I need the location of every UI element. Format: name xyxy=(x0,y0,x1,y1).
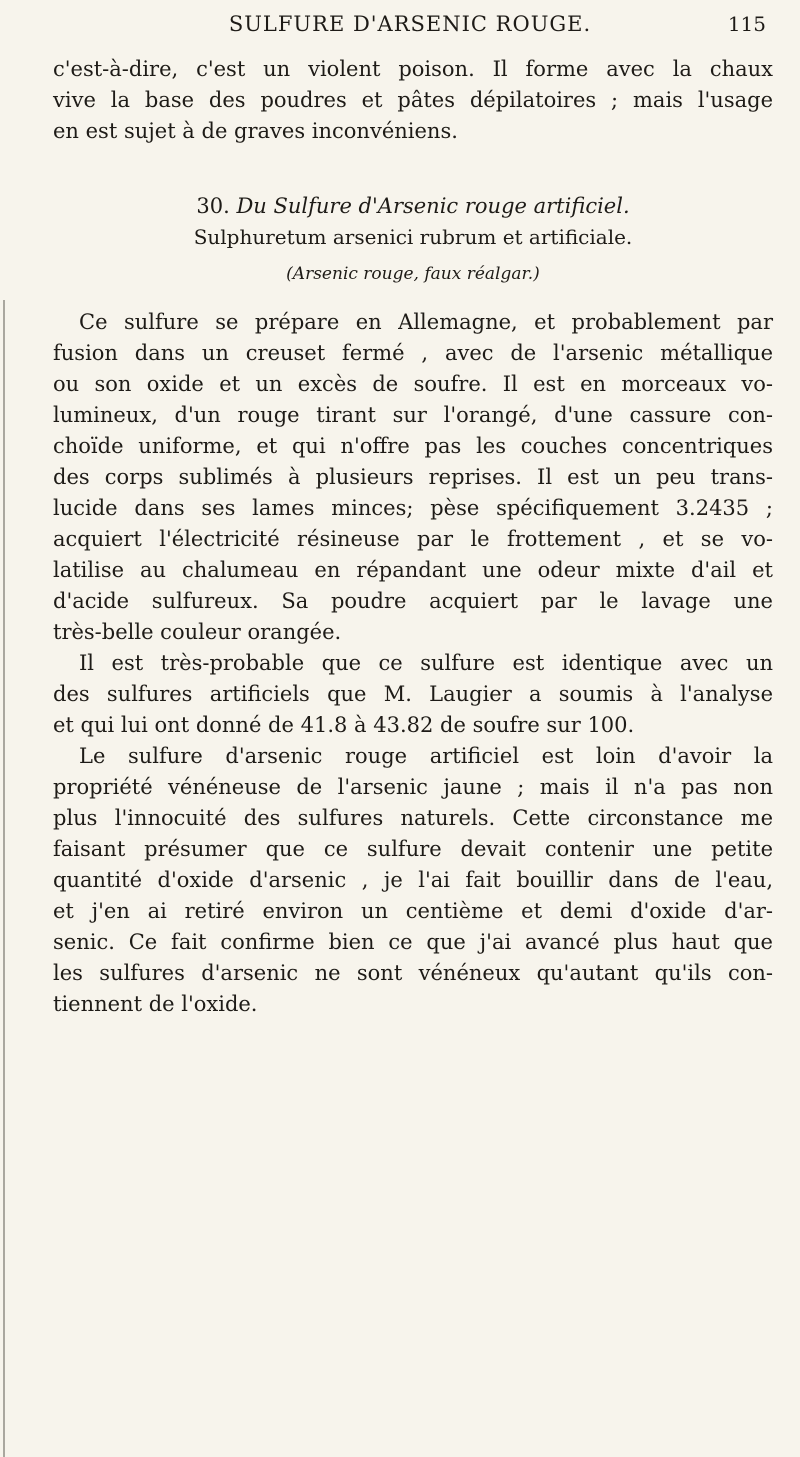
section-title: Du Sulfure d'Arsenic rouge artificiel. xyxy=(236,194,630,218)
text-line: des sulfures artificiels que M. Laugier a soumis à l'analyse xyxy=(53,682,773,706)
text-line: tiennent de l'oxide. xyxy=(53,992,258,1016)
text-line: vive la base des poudres et pâtes dépilatoires ; mais l'usage xyxy=(53,88,773,112)
text-line: les sulfures d'arsenic ne sont vénéneux qu'autant qu'ils con- xyxy=(53,961,773,985)
text-line: très-belle couleur orangée. xyxy=(53,620,342,644)
text-line: et j'en ai retiré environ un centième et demi d'oxide d'ar- xyxy=(53,899,773,923)
text-line: et qui lui ont donné de 41.8 à 43.82 de soufre sur 100. xyxy=(53,713,635,737)
text-line: plus l'innocuité des sulfures naturels. Cette circonstance me xyxy=(53,806,773,830)
text-line: choïde uniforme, et qui n'offre pas les couches concentriques xyxy=(53,434,773,458)
text-line: lucide dans ses lames minces; pèse spécifiquement 3.2435 ; xyxy=(53,496,773,520)
text-line: latilise au chalumeau en répandant une odeur mixte d'ail et xyxy=(53,558,773,582)
section-number: 30. xyxy=(196,194,230,218)
text-line: d'acide sulfureux. Sa poudre acquiert par le lavage une xyxy=(53,589,773,613)
synonyms: (Arsenic rouge, faux réalgar.) xyxy=(286,264,540,284)
page-number: 115 xyxy=(727,12,766,36)
latin-name: Sulphuretum arsenici rubrum et artificiale. xyxy=(193,225,633,249)
text-line: en est sujet à de graves inconvéniens. xyxy=(53,119,458,143)
main-text xyxy=(53,307,773,1020)
text-line: Ce sulfure se prépare en Allemagne, et probablement par xyxy=(79,310,773,334)
text-line: quantité d'oxide d'arsenic , je l'ai fait bouillir dans de l'eau, xyxy=(53,868,773,892)
text-line: faisant présumer que ce sulfure devait contenir une petite xyxy=(53,837,773,861)
page-edge-shadow xyxy=(3,300,5,1457)
paragraph-1 xyxy=(53,307,773,648)
page-header xyxy=(50,12,770,42)
text-line: ou son oxide et un excès de soufre. Il est en morceaux vo- xyxy=(53,372,773,396)
text-line: Le sulfure d'arsenic rouge artificiel est loin d'avoir la xyxy=(79,744,773,768)
intro-paragraph xyxy=(53,54,773,147)
text-line: Il est très-probable que ce sulfure est identique avec un xyxy=(79,651,773,675)
text-line: lumineux, d'un rouge tirant sur l'orangé, d'une cassure con- xyxy=(53,403,773,427)
text-line: fusion dans un creuset fermé , avec de l'arsenic métallique xyxy=(53,341,773,365)
text-line: senic. Ce fait confirme bien ce que j'ai avancé plus haut que xyxy=(53,930,773,954)
text-line: acquiert l'électricité résineuse par le frottement , et se vo- xyxy=(53,527,773,551)
section-heading xyxy=(53,191,773,222)
running-title: SULFURE D'ARSENIC ROUGE. xyxy=(228,12,592,36)
paragraph-3 xyxy=(53,741,773,1020)
text-line: c'est-à-dire, c'est un violent poison. Il forme avec la chaux xyxy=(53,57,773,81)
text-line: des corps sublimés à plusieurs reprises. Il est un peu trans- xyxy=(53,465,773,489)
paragraph-2 xyxy=(53,648,773,741)
text-line: propriété vénéneuse de l'arsenic jaune ; mais il n'a pas non xyxy=(53,775,773,799)
